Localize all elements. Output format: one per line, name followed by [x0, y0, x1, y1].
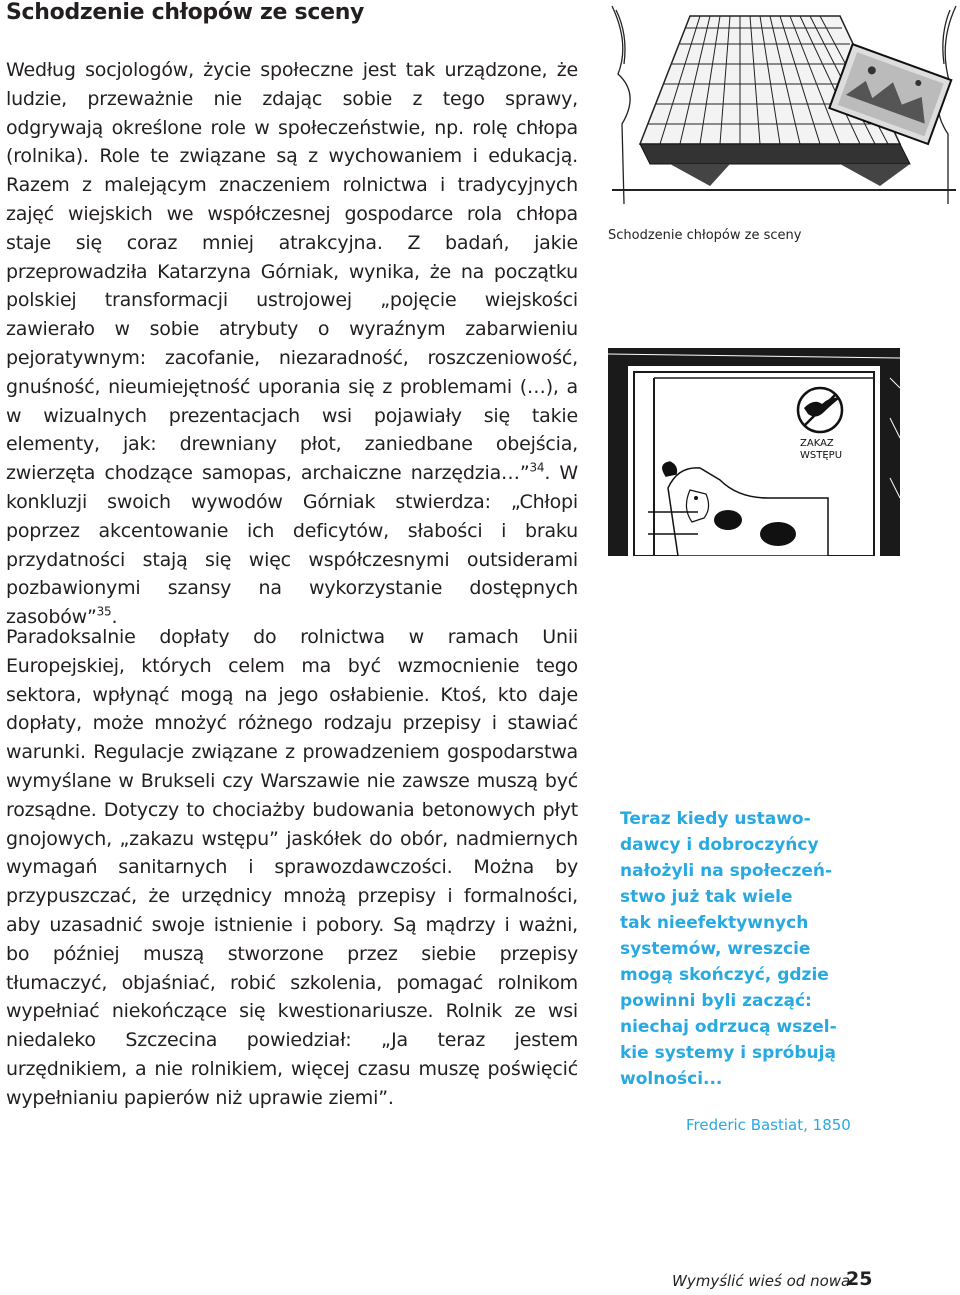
- barn-illustration: [608, 348, 900, 556]
- pull-quote: [620, 806, 860, 1092]
- quote-line: powinni byli zacząć:: [620, 991, 812, 1011]
- page-number: 25: [846, 1268, 873, 1290]
- article-title: Schodzenie chłopów ze sceny: [6, 0, 365, 25]
- paragraph-text: Według socjologów, życie społeczne jest tak urządzone, że ludzie, przeważnie nie zdając sobie z tego sprawy, odgrywają określone role w społeczeństwie, np. rolę chłopa (rolnika). Role te związane są z wychowaniem i edukacją. Razem z malejącym znaczeniem rolnictwa i tradycyjnych zajęć wiejskich we współczesnej gospodarce rola chłopa staje się coraz mniej atrakcyjna. Z badań, jakie przeprowadziła Katarzyna Górniak, wynika, że na początku polskiej transformacji ustrojowej „pojęcie wiejskości zawierało w sobie atrybuty o wyraźnym zabarwieniu pejoratywnym: zacofanie, niezaradność, roszczeniowość, gnuśność, nieumiejętność uporania się z problemami (…), a w wizualnych prezentacjach wsi pojawiały się takie elementy, jak: drewniany płot, zaniedbane obejścia, zwierzęta chodzące samopas, archaiczne narzędzia…”: [6, 59, 578, 485]
- quote-line: dawcy i dobroczyńcy: [620, 835, 819, 855]
- body-paragraph-2: [6, 623, 578, 1113]
- publication-title: Wymyślić wieś od nowa: [672, 1272, 851, 1290]
- paragraph-text: Paradoksalnie dopłaty do rolnictwa w ramach Unii Europejskiej, których celem ma być wzmocnienie tego sektora, wpłynąć mogą na jego osłabienie. Ktoś, kto daje dopłaty, może mnożyć różnego rodzaju przepisy i stawiać warunki. Regulacje związane z prowadzeniem gospodarstwa wymyślane w Brukseli czy Warszawie nie zawsze muszą być rozsądne. Dotyczy to chociażby budowania betonowych płyt gnojowych, „zakazu wstępu” jaskółek do obór, nadmiernych wymagań sanitarnych i sprawozdawczości. Można by przypuszczać, że urzędnicy mnożą przepisy i formalności, aby uzasadnić swoje istnienie i pobory. Są mądrzy i ważni, bo później muszą stworzone przez siebie przepisy tłumaczyć, objaśniać, robić szkolenia, pomagać rolnikom wypełniać niekończące się kwestionariusze. Rolnik ze wsi niedaleko Szczecina powiedział: „Ja teraz jestem urzędnikiem, a nie rolnikiem, więcej czasu muszę poświęcić wypełnianiu papierów niż uprawie ziemi”.: [6, 626, 578, 1109]
- quote-line: tak nieefektywnych: [620, 913, 809, 933]
- quote-author: Frederic Bastiat, 1850: [686, 1116, 851, 1134]
- sign-text: ZAKAZ: [800, 438, 834, 449]
- quote-line: mogą skończyć, gdzie: [620, 965, 829, 985]
- figure-caption: Schodzenie chłopów ze sceny: [608, 228, 802, 243]
- paragraph-text: . W konkluzji swoich wywodów Górniak stwierdza: „Chłopi poprzez akcentowanie ich deficytów, słabości i braku przydatności stają się więc współczesnymi outsiderami pozbawionymi szansy na wykorzystanie dostępnych zasobów”: [6, 462, 578, 629]
- quote-line: systemów, wreszcie: [620, 939, 811, 959]
- quote-line: stwo już tak wiele: [620, 887, 793, 907]
- footnote-ref[interactable]: 34: [529, 460, 545, 475]
- quote-line: niechaj odrzucą wszel-: [620, 1017, 837, 1037]
- footnote-ref[interactable]: 35: [96, 604, 112, 619]
- sign-text: WSTĘPU: [800, 450, 843, 461]
- paragraph-text: .: [111, 606, 118, 629]
- quote-line: Teraz kiedy ustawo-: [620, 809, 811, 829]
- quote-line: wolności...: [620, 1069, 723, 1089]
- quote-line: nałożyli na społeczeń-: [620, 861, 833, 881]
- body-paragraph-1: [6, 56, 578, 632]
- stage-illustration: [610, 4, 958, 206]
- quote-line: kie systemy i spróbują: [620, 1043, 836, 1063]
